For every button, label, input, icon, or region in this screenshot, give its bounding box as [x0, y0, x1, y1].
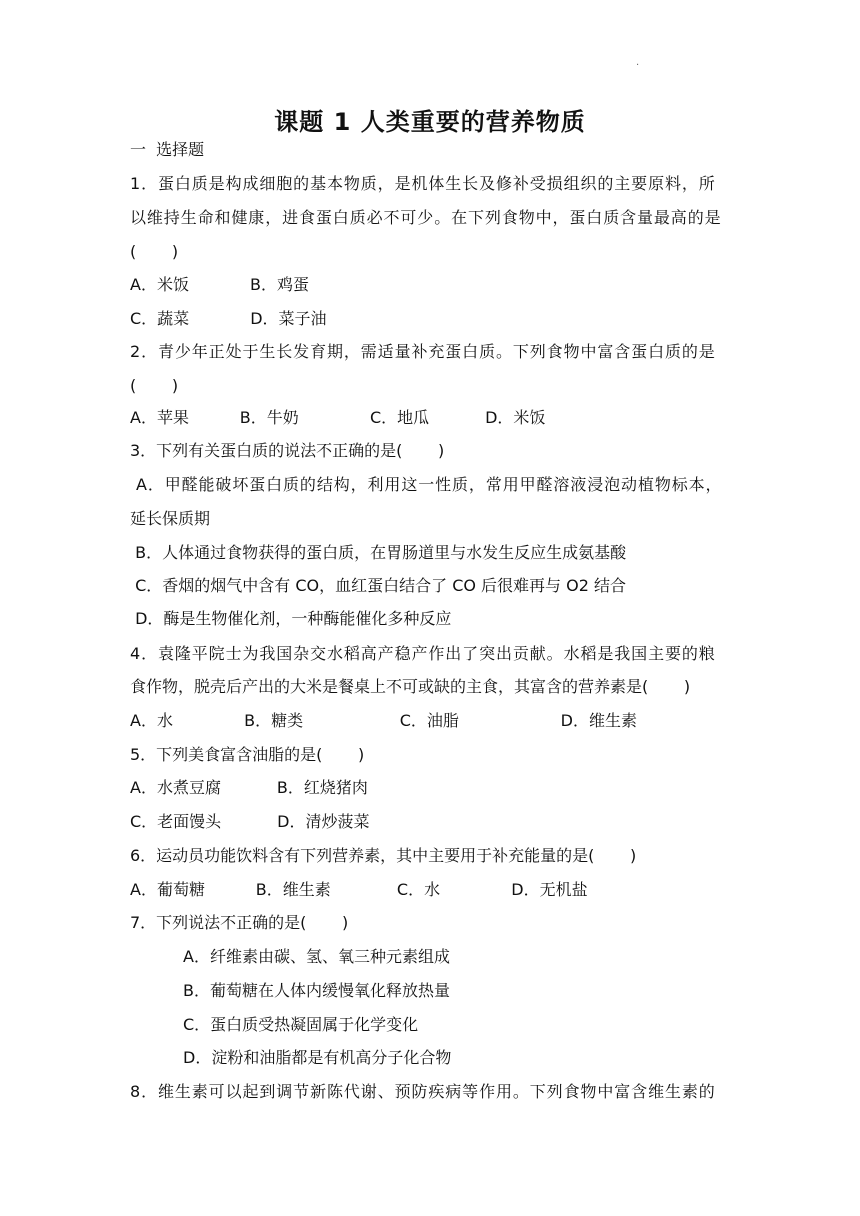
question-3-option-a-line-1: A．甲醛能破坏蛋白质的结构，利用这一性质，常用甲醛溶液浸泡动植物标本， — [130, 475, 723, 494]
question-7-option-c: C．蛋白质受热凝固属于化学变化 — [183, 1015, 419, 1034]
question-2-options: A．苹果 B．牛奶 C．地瓜 D．米饭 — [130, 408, 546, 427]
question-1-line-2: 以维持生命和健康，进食蛋白质必不可少。在下列食物中，蛋白质含量最高的是 — [130, 208, 722, 227]
question-5-stem: 5．下列美食富含油脂的是( ) — [130, 745, 365, 764]
question-7-stem: 7．下列说法不正确的是( ) — [130, 913, 349, 932]
question-2-line-1: 2．青少年正处于生长发育期，需适量补充蛋白质。下列食物中富含蛋白质的是 — [130, 342, 716, 361]
question-6-stem: 6．运动员功能饮料含有下列营养素，其中主要用于补充能量的是( ) — [130, 846, 637, 865]
question-7-option-d: D．淀粉和油脂都是有机高分子化合物 — [183, 1048, 452, 1067]
header-mark: · — [636, 60, 640, 71]
question-4-line-1: 4．袁隆平院士为我国杂交水稻高产稳产作出了突出贡献。水稻是我国主要的粮 — [130, 644, 716, 663]
question-1-blank: ( ) — [130, 242, 179, 261]
question-3-option-a-line-2: 延长保质期 — [130, 509, 211, 528]
question-3-option-b: B．人体通过食物获得的蛋白质，在胃肠道里与水发生反应生成氨基酸 — [130, 543, 627, 562]
question-2-blank: ( ) — [130, 376, 179, 395]
question-3-option-c: C．香烟的烟气中含有 CO，血红蛋白结合了 CO 后很难再与 O2 结合 — [130, 576, 626, 595]
question-4-line-2: 食作物，脱壳后产出的大米是餐桌上不可或缺的主食，其富含的营养素是( ) — [130, 677, 691, 696]
question-7-option-b: B．葡萄糖在人体内缓慢氧化释放热量 — [183, 981, 450, 1000]
question-3-option-d: D．酶是生物催化剂，一种酶能催化多种反应 — [130, 609, 452, 628]
question-1-options-ab: A．米饭 B．鸡蛋 — [130, 275, 309, 294]
question-3-stem: 3．下列有关蛋白质的说法不正确的是( ) — [130, 441, 445, 460]
question-8-line-1: 8．维生素可以起到调节新陈代谢、预防疾病等作用。下列食物中富含维生素的 — [130, 1082, 716, 1101]
question-6-options: A．葡萄糖 B．维生素 C．水 D．无机盐 — [130, 880, 588, 899]
question-4-options: A．水 B．糖类 C．油脂 D．维生素 — [130, 711, 637, 730]
section-heading: 一 选择题 — [130, 140, 205, 159]
question-5-options-ab: A．水煮豆腐 B．红烧猪肉 — [130, 778, 368, 797]
question-1-line-1: 1．蛋白质是构成细胞的基本物质，是机体生长及修补受损组织的主要原料，所 — [130, 174, 716, 193]
question-5-options-cd: C．老面馒头 D．清炒菠菜 — [130, 812, 370, 831]
question-1-options-cd: C．蔬菜 D．菜子油 — [130, 309, 327, 328]
question-7-option-a: A．纤维素由碳、氢、氧三种元素组成 — [183, 947, 450, 966]
page-title: 课题 1 人类重要的营养物质 — [274, 108, 586, 136]
